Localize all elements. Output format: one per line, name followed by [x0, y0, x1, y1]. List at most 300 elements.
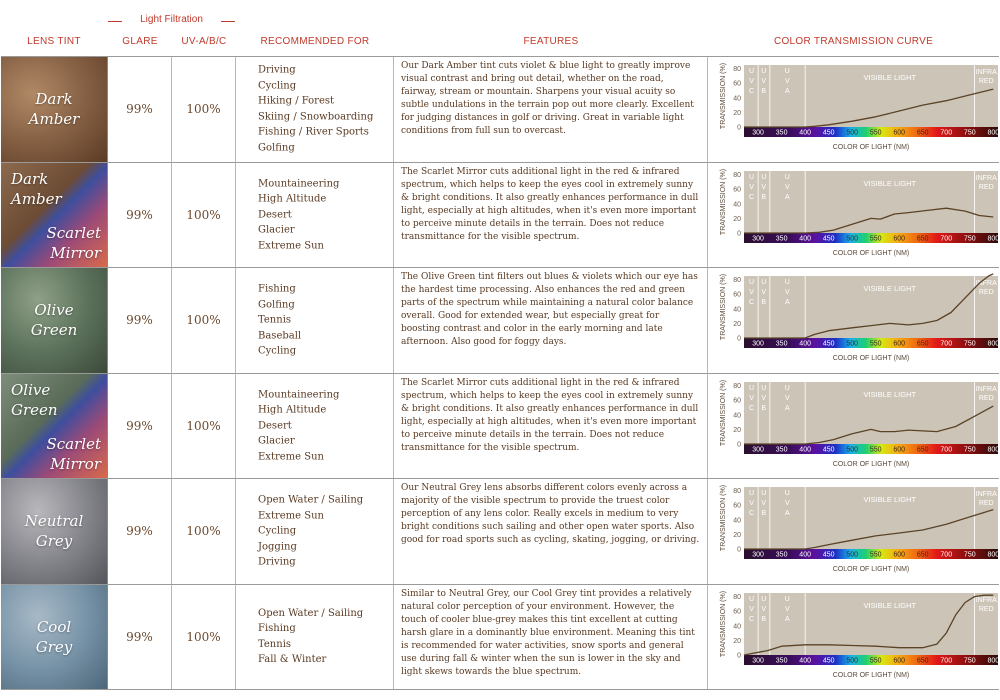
region-letter: U [761, 384, 767, 392]
region-letter: A [784, 510, 790, 517]
features-cell [394, 585, 708, 690]
recommended-item: Fishing [258, 623, 296, 635]
uv-cell [172, 163, 236, 268]
y-axis-title: TRANSMISSION (%) [720, 484, 727, 552]
x-tick-label: 300 [752, 657, 764, 664]
transmission-chart [708, 479, 999, 584]
x-tick-label: 650 [916, 129, 929, 137]
region-letter: B [761, 299, 767, 306]
x-tick-label: 600 [893, 446, 906, 453]
x-tick-label: 300 [752, 129, 764, 137]
x-tick-label: 350 [775, 235, 788, 242]
region-letter: U [761, 490, 767, 497]
y-tick-label: 40 [733, 200, 741, 208]
recommended-item: Fall & Winter [258, 654, 327, 666]
features-text: The Scarlet Mirror cuts additional light in the red & infrared spectrum, which helps to keep the eyes cool in extremely sunny & bright conditions. It also greatly enhances performance in dull light, especially at high altitudes, when it's even more important to perceive minute details in the terrain. Does not reduce transmittance for the visible spectrum. [401, 377, 699, 453]
tint-row [1, 585, 999, 691]
region-letter: U [784, 490, 790, 497]
uv-value: 100% [186, 102, 221, 117]
x-axis-title: COLOR OF LIGHT (NM) [832, 460, 910, 468]
x-tick-label: 350 [775, 551, 788, 559]
x-tick-label: 450 [822, 235, 835, 242]
x-tick-label: 400 [799, 235, 811, 242]
x-tick-label: 700 [940, 340, 953, 348]
uv-cell [172, 374, 236, 479]
region-letter: U [748, 279, 755, 286]
y-tick-label: 40 [733, 517, 741, 525]
transmission-chart [708, 57, 999, 162]
visible-light-label: VISIBLE LIGHT [863, 495, 917, 504]
recommended-cell [236, 163, 394, 268]
tint-row [1, 268, 999, 374]
x-tick-label: 400 [799, 657, 811, 664]
region-letter: V [784, 183, 790, 191]
y-tick-label: 40 [733, 95, 741, 103]
recommended-item: Glacier [258, 224, 295, 236]
x-tick-label: 600 [893, 657, 906, 664]
recommended-item: Open Water / Sailing [258, 494, 364, 506]
tint-name-line: Amber [11, 189, 62, 208]
x-tick-label: 400 [799, 129, 811, 137]
x-tick-label: 500 [846, 340, 859, 348]
y-tick-label: 80 [733, 171, 741, 179]
features-cell [394, 163, 708, 268]
region-letter: V [784, 394, 790, 402]
curve-cell [708, 374, 999, 479]
y-axis-title: TRANSMISSION (%) [720, 168, 727, 235]
tint-name-line: Green [11, 400, 58, 419]
x-tick-label: 500 [846, 446, 859, 453]
y-tick-label: 0 [737, 546, 741, 554]
y-tick-label: 80 [733, 382, 741, 390]
recommended-item: Cycling [258, 345, 297, 357]
x-tick-label: 300 [752, 340, 764, 348]
recommended-cell [236, 374, 394, 479]
y-axis-title: TRANSMISSION (%) [720, 590, 727, 657]
curve-cell [708, 57, 999, 162]
region-letter: U [761, 68, 767, 75]
glare-value: 99% [126, 418, 153, 433]
y-axis-title: TRANSMISSION (%) [720, 273, 727, 341]
infra-red-label: RED [978, 500, 994, 507]
x-tick-label: 700 [940, 235, 953, 242]
uv-cell [172, 479, 236, 584]
glare-cell [108, 163, 172, 268]
region-letter: B [761, 404, 767, 412]
x-axis-title: COLOR OF LIGHT (NM) [832, 249, 910, 257]
recommended-item: Fishing / River Sports [258, 126, 369, 138]
x-tick-label: 650 [916, 657, 929, 664]
region-letter: V [761, 394, 767, 402]
glare-cell [108, 268, 172, 373]
y-tick-label: 60 [733, 397, 741, 405]
y-tick-label: 20 [733, 320, 741, 328]
tint-name-line: Cool [36, 617, 72, 636]
x-tick-label: 350 [775, 129, 788, 137]
glare-cell [108, 374, 172, 479]
x-axis-title: COLOR OF LIGHT (NM) [832, 566, 910, 573]
region-letter: V [761, 183, 767, 191]
region-letter: V [761, 605, 767, 613]
region-letter: U [784, 279, 790, 286]
region-letter: A [784, 299, 790, 306]
x-tick-label: 700 [940, 446, 953, 453]
y-tick-label: 60 [733, 608, 741, 616]
recommended-item: Golfing [258, 142, 295, 154]
y-tick-label: 0 [737, 441, 741, 448]
region-letter: V [761, 289, 767, 296]
header-glare: GLARE [122, 36, 158, 47]
x-tick-label: 600 [893, 340, 906, 348]
x-tick-label: 450 [822, 657, 835, 664]
x-tick-label: 700 [940, 129, 953, 137]
visible-light-label: VISIBLE LIGHT [863, 389, 917, 399]
x-tick-label: 400 [799, 551, 811, 559]
curve-cell [708, 479, 999, 584]
recommended-item: Glacier [258, 435, 295, 447]
visible-light-label: VISIBLE LIGHT [863, 600, 917, 610]
region-letter: V [784, 289, 790, 296]
tint-row [1, 57, 999, 163]
features-text: Our Dark Amber tint cuts violet & blue light to greatly improve visual contrast and bring out detail, whether on the road, fairway, stream or mountain. Sharpens your visual acuity so subtle undulations in the terrain pop out more clearly. Excellent for judging distances in golf or driving. Great in variable light conditions from full sun to overcast. [401, 61, 694, 136]
x-tick-label: 450 [822, 551, 835, 559]
recommended-list [258, 387, 339, 465]
region-letter: V [749, 500, 754, 507]
y-tick-label: 80 [733, 66, 741, 74]
x-tick-label: 650 [916, 235, 929, 242]
x-tick-label: 550 [869, 129, 882, 137]
glare-cell [108, 57, 172, 162]
recommended-item: Cycling [258, 80, 297, 92]
x-tick-label: 550 [869, 657, 882, 664]
tint-swatch [1, 585, 108, 690]
header-uv: UV-A/B/C [181, 36, 227, 47]
x-tick-label: 750 [963, 657, 976, 664]
transmission-chart [708, 163, 999, 268]
region-letter: C [748, 510, 755, 517]
glare-value: 99% [126, 524, 153, 539]
x-tick-label: 650 [916, 340, 929, 348]
features-cell [394, 374, 708, 479]
uv-value: 100% [186, 629, 221, 644]
tint-name-line: Neutral [24, 512, 84, 531]
recommended-item: Open Water / Sailing [258, 607, 364, 619]
recommended-item: Desert [258, 209, 292, 220]
x-tick-label: 300 [752, 235, 764, 242]
infra-red-label: INFRA [975, 280, 997, 287]
coating-name [47, 434, 102, 474]
curve-cell [708, 268, 999, 373]
x-tick-label: 500 [846, 129, 859, 137]
infra-red-label: INFRA [975, 491, 997, 498]
lens-tint-table [1, 56, 999, 690]
x-tick-label: 500 [846, 235, 859, 242]
glare-value: 99% [126, 629, 153, 644]
tint-swatch [1, 374, 108, 479]
glare-value: 99% [126, 207, 153, 222]
visible-light-label: VISIBLE LIGHT [863, 178, 917, 188]
y-tick-label: 20 [733, 109, 741, 117]
recommended-list [258, 606, 363, 668]
tint-swatch [1, 57, 108, 162]
recommended-item: Tennis [258, 638, 292, 650]
recommended-cell [236, 268, 394, 373]
region-letter: V [784, 605, 790, 613]
tint-name-line: Dark [11, 169, 49, 188]
region-letter: U [784, 384, 790, 392]
x-tick-label: 550 [869, 235, 882, 242]
y-tick-label: 60 [733, 502, 741, 510]
recommended-item: Extreme Sun [258, 451, 324, 462]
tint-name [11, 169, 62, 209]
x-tick-label: 600 [893, 235, 906, 242]
tint-name [1, 617, 107, 657]
glare-value: 99% [126, 313, 153, 328]
region-letter: U [761, 173, 767, 181]
infra-red-label: INFRA [975, 596, 997, 604]
x-tick-label: 400 [799, 446, 811, 453]
region-letter: U [748, 173, 755, 181]
infra-red-label: INFRA [975, 174, 997, 182]
y-tick-label: 20 [733, 215, 741, 223]
uv-value: 100% [186, 207, 221, 222]
region-letter: B [761, 615, 767, 623]
recommended-item: Mountaineering [258, 178, 340, 189]
uv-value: 100% [186, 524, 221, 539]
recommended-cell [236, 585, 394, 690]
tint-row [1, 163, 999, 269]
y-tick-label: 20 [733, 426, 741, 434]
light-filtration-label: Light Filtration [108, 14, 235, 25]
region-letter: A [784, 615, 790, 623]
tint-swatch [1, 163, 108, 268]
x-tick-label: 800 [987, 657, 999, 664]
header-color-transmission-curve: COLOR TRANSMISSION CURVE [773, 36, 934, 47]
x-tick-label: 300 [752, 551, 764, 559]
x-tick-label: 800 [987, 235, 999, 242]
transmission-chart [708, 374, 999, 479]
recommended-item: Hiking / Forest [258, 95, 335, 107]
recommended-item: Desert [258, 420, 292, 431]
region-letter: U [748, 490, 755, 497]
features-text: Our Neutral Grey lens absorbs different colors evenly across a majority of the visible spectrum to provide the truest color perception of any lens color. Really excels in medium to very bright conditions such sailing and other open water sports. Also good for road sports such as cycling, skating, jogging, or driving. [401, 483, 700, 545]
y-tick-label: 60 [733, 291, 741, 299]
infra-red-label: RED [978, 78, 994, 85]
infra-red-label: RED [978, 394, 994, 402]
x-tick-label: 600 [893, 129, 906, 137]
x-tick-label: 500 [846, 657, 859, 664]
recommended-item: High Altitude [258, 404, 327, 416]
tint-name-line: Dark [35, 90, 73, 109]
tint-name [1, 89, 107, 129]
y-tick-label: 0 [737, 652, 741, 659]
y-tick-label: 40 [733, 622, 741, 630]
curve-cell [708, 585, 999, 690]
recommended-item: Driving [258, 556, 296, 568]
x-tick-label: 450 [822, 129, 835, 137]
x-tick-label: 550 [869, 340, 882, 348]
infra-red-label: RED [978, 183, 994, 191]
y-tick-label: 20 [733, 637, 741, 645]
x-tick-label: 750 [963, 551, 976, 559]
coating-name-line: Mirror [50, 455, 101, 473]
region-letter: C [748, 88, 755, 95]
tint-name [11, 380, 58, 420]
region-letter: A [784, 88, 790, 95]
x-tick-label: 350 [775, 340, 788, 348]
region-letter: V [761, 500, 767, 507]
coating-name-line: Scarlet [46, 224, 101, 242]
uv-value: 100% [186, 313, 221, 328]
region-letter: B [761, 193, 767, 201]
header-recommended-for: RECOMMENDED FOR [260, 36, 370, 47]
region-letter: U [761, 279, 767, 286]
y-tick-label: 0 [737, 124, 741, 132]
recommended-item: Golfing [258, 299, 295, 310]
recommended-list [258, 493, 363, 571]
recommended-item: Cycling [258, 525, 297, 537]
y-tick-label: 0 [737, 335, 741, 343]
coating-name [47, 223, 102, 263]
region-letter: V [761, 78, 767, 85]
x-tick-label: 800 [987, 129, 999, 137]
tint-name-line: Amber [28, 110, 80, 129]
tint-swatch [1, 479, 108, 584]
x-tick-label: 300 [752, 446, 764, 453]
uv-cell [172, 585, 236, 690]
coating-name-line: Mirror [50, 244, 101, 262]
region-letter: B [761, 510, 767, 517]
x-tick-label: 550 [869, 551, 882, 559]
x-tick-label: 700 [940, 657, 953, 664]
tint-name-line: Olive [34, 301, 74, 320]
x-tick-label: 750 [963, 235, 976, 242]
x-tick-label: 600 [893, 551, 906, 559]
curve-cell [708, 163, 999, 268]
x-tick-label: 800 [987, 446, 999, 453]
x-axis-title: COLOR OF LIGHT (NM) [832, 355, 910, 362]
region-letter: V [784, 500, 790, 507]
features-text: Similar to Neutral Grey, our Cool Grey tint provides a relatively natural color perception of your environment. However, the touch of cooler blue-grey makes this tint excellent at cutting harsh glare in a dominantly blue environment. Meaning this tint is recommended for water activities, snow sports and general use during fall & winter when the sun is lower in the sky and light skews towards the blue spectrum. [401, 588, 695, 677]
x-tick-label: 500 [846, 551, 859, 559]
visible-light-label: VISIBLE LIGHT [863, 284, 917, 293]
recommended-item: Fishing [258, 283, 296, 295]
region-letter: C [748, 299, 755, 306]
y-axis-title: TRANSMISSION (%) [720, 379, 727, 446]
tint-name-line: Grey [35, 637, 73, 656]
y-tick-label: 40 [733, 411, 741, 419]
y-axis-title: TRANSMISSION (%) [720, 62, 727, 130]
features-cell [394, 268, 708, 373]
tint-name-line: Grey [35, 532, 73, 551]
region-letter: U [761, 595, 767, 603]
recommended-item: Tennis [258, 314, 292, 326]
region-letter: C [748, 615, 755, 623]
region-letter: B [761, 88, 767, 95]
region-letter: V [749, 605, 754, 613]
region-letter: C [748, 404, 755, 412]
uv-value: 100% [186, 418, 221, 433]
region-letter: A [784, 404, 790, 412]
x-tick-label: 800 [987, 340, 999, 348]
y-tick-label: 80 [733, 488, 741, 496]
features-cell [394, 57, 708, 162]
recommended-cell [236, 57, 394, 162]
y-tick-label: 60 [733, 186, 741, 194]
recommended-item: High Altitude [258, 193, 327, 205]
recommended-list [258, 282, 301, 360]
region-letter: U [748, 68, 755, 75]
visible-light-label: VISIBLE LIGHT [863, 73, 917, 82]
region-letter: V [784, 78, 790, 85]
region-letter: U [784, 68, 790, 75]
y-tick-label: 60 [733, 80, 741, 88]
tint-swatch [1, 268, 108, 373]
tint-row [1, 374, 999, 480]
header-lens-tint: LENS TINT [27, 36, 81, 47]
features-text: The Olive Green tint filters out blues & violets which our eye has the hardest time processing. Also enhances the red and green parts of the spectrum while maintaining a natural color balance overall. Good for extended wear, but especially great for boosting contrast and color in the early morning and late afternoon. Also good for foggy days. [401, 272, 698, 347]
uv-cell [172, 57, 236, 162]
header-features: FEATURES [523, 36, 579, 47]
region-letter: V [749, 183, 754, 191]
recommended-item: Baseball [258, 330, 302, 341]
uv-cell [172, 268, 236, 373]
coating-name-line: Scarlet [46, 435, 101, 453]
recommended-item: Jogging [258, 541, 297, 552]
region-letter: V [749, 78, 754, 85]
x-tick-label: 750 [963, 446, 976, 453]
x-tick-label: 750 [963, 340, 976, 348]
transmission-chart [708, 268, 999, 373]
infra-red-label: RED [978, 289, 994, 296]
infra-red-label: INFRA [975, 385, 997, 393]
x-axis-title: COLOR OF LIGHT (NM) [832, 144, 910, 151]
tint-name-line: Olive [11, 380, 51, 399]
x-tick-label: 750 [963, 129, 976, 137]
y-tick-label: 0 [737, 230, 741, 237]
region-letter: A [784, 193, 790, 201]
region-letter: U [748, 595, 755, 603]
x-tick-label: 650 [916, 446, 929, 453]
x-tick-label: 650 [916, 551, 929, 559]
recommended-item: Extreme Sun [258, 510, 324, 521]
recommended-item: Mountaineering [258, 389, 340, 400]
recommended-list [258, 63, 373, 156]
recommended-list [258, 176, 339, 254]
infra-red-label: INFRA [975, 69, 997, 76]
glare-cell [108, 479, 172, 584]
x-tick-label: 350 [775, 657, 788, 664]
region-letter: C [748, 193, 755, 201]
region-letter: V [749, 289, 754, 296]
glare-cell [108, 585, 172, 690]
x-tick-label: 700 [940, 551, 953, 559]
region-letter: U [748, 384, 755, 392]
recommended-item: Driving [258, 64, 296, 76]
recommended-item: Extreme Sun [258, 240, 324, 251]
glare-value: 99% [126, 102, 153, 117]
region-letter: U [784, 595, 790, 603]
x-tick-label: 800 [987, 551, 999, 559]
tint-name-line: Green [30, 321, 78, 340]
region-letter: U [784, 173, 790, 181]
infra-red-label: RED [978, 605, 994, 613]
x-tick-label: 550 [869, 446, 882, 453]
transmission-chart [708, 585, 999, 690]
x-tick-label: 350 [775, 446, 788, 453]
tint-row [1, 479, 999, 585]
tint-name [1, 300, 107, 340]
